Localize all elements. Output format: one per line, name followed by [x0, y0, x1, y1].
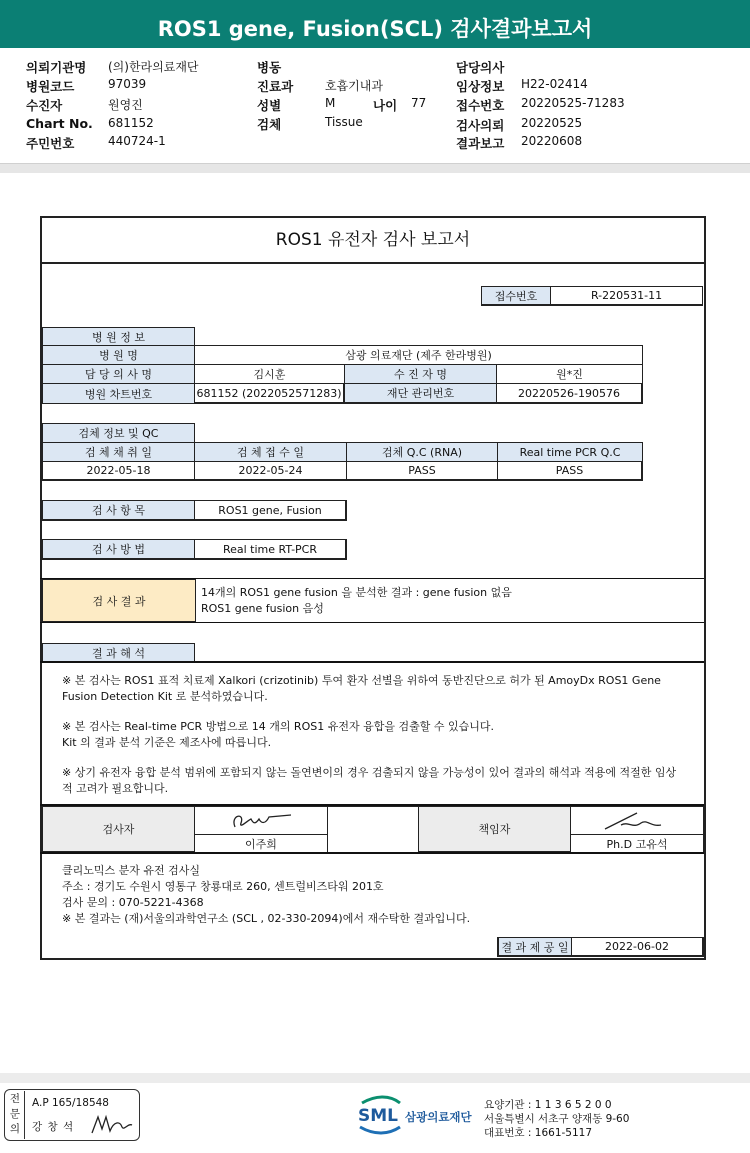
tester-signature-box [194, 806, 328, 835]
lab-note: ※ 본 결과는 (재)서울의과학연구소 (SCL , 02-330-2094)에서 재수탁한 결과입니다. [62, 912, 471, 925]
hospital-name-label: 병 원 명 [42, 345, 195, 365]
pcr-qc-value: PASS [497, 461, 643, 481]
age-label: 나이 [373, 98, 398, 113]
dept-value: 호흡기내과 [325, 79, 383, 93]
interp-top-rule [40, 661, 704, 663]
result-label: 검 사 결 과 [42, 579, 196, 623]
responsible-label: 책임자 [418, 806, 571, 852]
hospital-name-value: 삼광 의료재단 (제주 한라병원) [194, 345, 643, 365]
hospital-code-label: 병원코드 [26, 79, 75, 94]
sign-bottom-rule [40, 852, 704, 854]
stamp-side-label: 전문의 [6, 1091, 25, 1139]
test-method-value: Real time RT-PCR [194, 539, 347, 560]
footer-phone: 대표번호 : 1661-5117 [484, 1127, 593, 1139]
mgmt-no-value: 20220526-190576 [496, 383, 643, 404]
stamp-ap-number: A.P 165/18548 [32, 1097, 109, 1109]
specimen-label: 검체 [257, 117, 282, 132]
test-item-label: 검 사 항 목 [42, 500, 195, 521]
responsible-name: Ph.D 고유석 [570, 834, 704, 853]
interp-para-1b: Fusion Detection Kit 로 분석하였습니다. [62, 690, 268, 703]
hospital-section-title: 병 원 정 보 [42, 327, 195, 346]
lab-name: 클리노믹스 분자 유전 검사실 [62, 864, 201, 877]
specimen-section-title: 검체 정보 및 QC [42, 423, 195, 443]
lab-contact: 검사 문의 : 070-5221-4368 [62, 896, 204, 909]
chart-no-label: 병원 차트번호 [42, 383, 195, 404]
result-line-1: 14개의 ROS1 gene fusion 을 분석한 결과 : gene fusion 없음 [201, 586, 512, 599]
collection-date-value: 2022-05-18 [42, 461, 195, 481]
interp-para-3b: 적 고려가 필요합니다. [62, 782, 169, 795]
hospital-code-value: 97039 [108, 77, 147, 91]
receipt-no-label: 접수번호 [481, 286, 551, 306]
interp-para-3a: ※ 상기 유전자 융합 분석 범위에 포함되지 않는 돌연변이의 경우 검출되지 않을 가능성이 있어 결과의 해석과 적용에 적절한 임상 [62, 766, 677, 779]
sml-logo-text: SML [358, 1106, 398, 1126]
lab-address: 주소 : 경기도 수원시 영통구 창룡대로 260, 센트럴비즈타워 201호 [62, 880, 384, 893]
patient-label: 수진자 [26, 98, 63, 113]
institution-value: (의)한라의료재단 [108, 60, 199, 74]
interp-para-1a: ※ 본 검사는 ROS1 표적 치료제 Xalkori (crizotinib) 투여 환자 선별을 위하여 동반진단으로 허가 된 AmoyDx ROS1 Gene [62, 674, 661, 687]
receipt-date-label: 검 체 접 수 일 [194, 442, 347, 462]
stamp-signature-icon [90, 1113, 134, 1137]
chart-label: Chart No. [26, 116, 93, 131]
sign-spacer [327, 806, 419, 853]
doctor-name-value: 김시훈 [194, 364, 345, 384]
provide-date-value: 2022-06-02 [571, 937, 704, 957]
result-date-label: 결과보고 [456, 136, 505, 151]
request-label: 검사의뢰 [456, 118, 505, 133]
patient-name-label: 수 진 자 명 [344, 364, 497, 384]
tester-label: 검사자 [42, 806, 195, 852]
footer-address: 서울특별시 서초구 양재동 9-60 [484, 1113, 630, 1125]
rna-qc-value: PASS [346, 461, 498, 481]
result-line-2: ROS1 gene fusion 음성 [201, 602, 324, 615]
result-date-value: 20220608 [521, 134, 583, 148]
receipt-value: 20220525-71283 [521, 96, 625, 110]
receipt-no-value: R-220531-11 [550, 286, 703, 306]
brand-name: 삼광의료재단 [405, 1110, 472, 1124]
care-code: 요양기관 : 1 1 3 6 5 2 0 0 [484, 1099, 612, 1111]
report-header-title: ROS1 gene, Fusion(SCL) 검사결과보고서 [0, 0, 750, 48]
test-method-label: 검 사 방 법 [42, 539, 195, 560]
institution-label: 의뢰기관명 [26, 60, 87, 75]
rna-qc-label: 검체 Q.C (RNA) [346, 442, 498, 462]
responsible-signature-box [570, 806, 704, 835]
resident-label: 주민번호 [26, 136, 75, 151]
patient-name-value: 원*진 [496, 364, 643, 384]
clinical-value: H22-02414 [521, 77, 588, 91]
sex-value: M [325, 96, 336, 110]
request-value: 20220525 [521, 116, 583, 130]
resident-value: 440724-1 [108, 134, 166, 148]
age-value: 77 [411, 96, 427, 110]
doctor-name-label: 담 당 의 사 명 [42, 364, 195, 384]
result-bottom-rule [40, 622, 704, 623]
sex-label: 성별 [257, 98, 282, 113]
doctor-label: 담당의사 [456, 60, 505, 75]
mgmt-no-label: 재단 관리번호 [344, 383, 497, 404]
test-item-value: ROS1 gene, Fusion [194, 500, 347, 521]
provide-date-label: 결 과 제 공 일 [497, 937, 572, 957]
stamp-pathologist-name: 강 창 석 [32, 1121, 75, 1133]
footer-divider [0, 1073, 750, 1083]
collection-date-label: 검 체 채 취 일 [42, 442, 195, 462]
patient-value: 원영진 [108, 98, 143, 112]
responsible-signature-icon [571, 807, 703, 834]
tester-name: 이주희 [194, 834, 328, 853]
interp-para-2b: Kit 의 결과 분석 기준은 제조사에 따릅니다. [62, 736, 272, 749]
chart-value: 681152 [108, 116, 154, 130]
header-divider [0, 163, 750, 173]
interp-section-title: 결 과 해 석 [42, 643, 195, 662]
pcr-qc-label: Real time PCR Q.C [497, 442, 643, 462]
specimen-value: Tissue [325, 115, 363, 129]
clinical-label: 임상정보 [456, 79, 505, 94]
ward-label: 병동 [257, 60, 282, 75]
dept-label: 진료과 [257, 79, 294, 94]
receipt-label: 접수번호 [456, 98, 505, 113]
tester-signature-icon [195, 807, 327, 834]
receipt-date-value: 2022-05-24 [194, 461, 347, 481]
interp-para-2a: ※ 본 검사는 Real-time PCR 방법으로 14 개의 ROS1 유전자 융합을 검출할 수 있습니다. [62, 720, 494, 733]
report-title: ROS1 유전자 검사 보고서 [40, 216, 706, 264]
chart-no-value: 681152 (2022052571283) [194, 383, 345, 404]
